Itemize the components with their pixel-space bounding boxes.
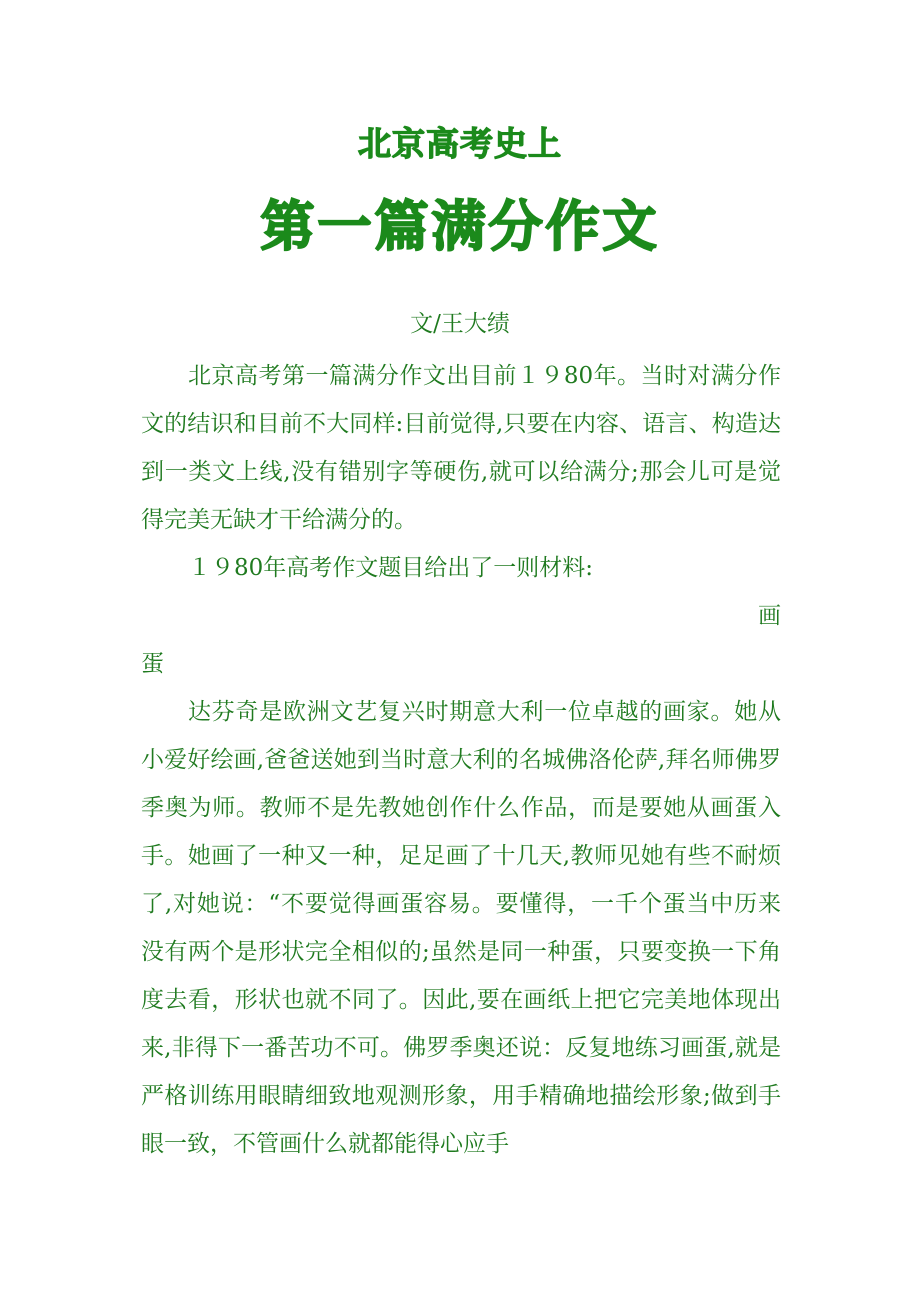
paragraph-material: 达芬奇是欧洲文艺复兴时期意大利一位卓越的画家。她从小爱好绘画,爸爸送她到当时意大利的名城佛洛伦萨,拜名师佛罗季奥为师。教师不是先教她创作什么作品，而是要她从画蛋入手。她画了一种又一种，足足画了十几天,教师见她有些不耐烦了,对她说：“不要觉得画蛋容易。要懂得，一千个蛋当中历来没有两个是形状完全相似的;虽然是同一种蛋，只要变换一下角度去看，形状也就不同了。因此,要在画纸上把它完美地体现出来,非得下一番苦功不可。佛罗季奥还说：反复地练习画蛋,就是严格训练用眼睛细致地观测形象，用手精确地描绘形象;做到手眼一致，不管画什么就都能得心应手 [141, 699, 781, 1157]
article-body [141, 352, 781, 1168]
paragraph-prompt: １９80年高考作文题目给出了一则材料: [188, 555, 594, 581]
title-line-1: 北京高考史上 [358, 124, 562, 163]
material-title-first-char: 画 [758, 603, 781, 629]
material-title-second-char: 蛋 [141, 651, 164, 677]
title-line-2: 第一篇满分作文 [260, 195, 660, 258]
paragraph-intro: 北京高考第一篇满分作文出目前１９80年。当时对满分作文的结识和目前不大同样:目前觉得,只要在内容、语言、构造达到一类文上线,没有错别字等硬伤,就可以给满分;那会儿可是觉得完美无缺才干给满分的。 [141, 363, 781, 533]
author-byline: 文/王大绩 [410, 311, 510, 337]
